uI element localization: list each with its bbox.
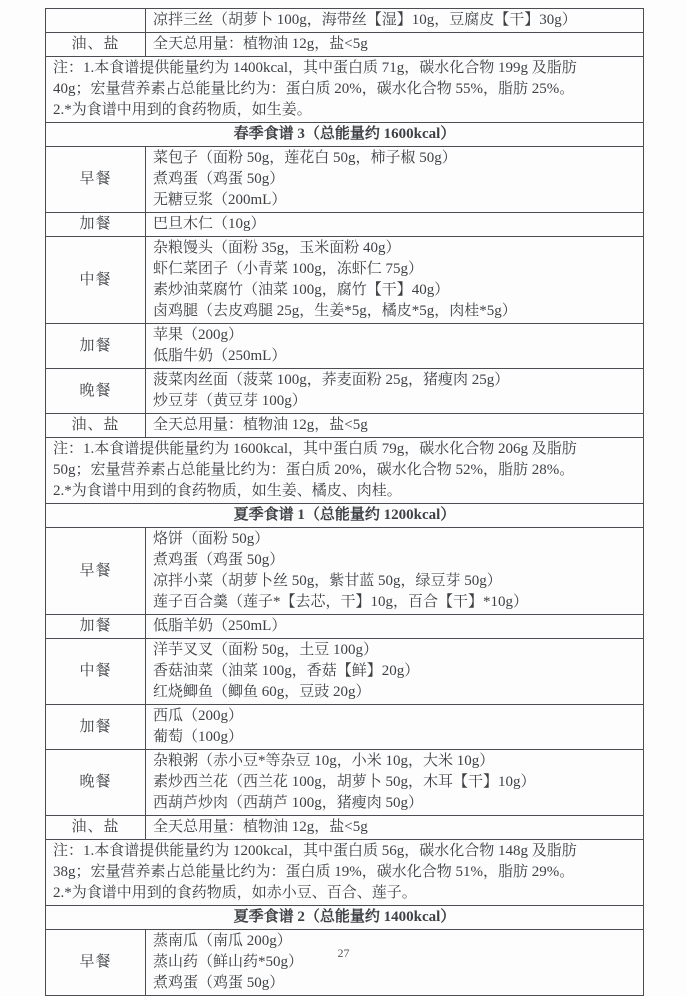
table-row <box>46 528 644 615</box>
meal-items-cell <box>146 9 644 33</box>
table-row <box>46 33 644 57</box>
meal-items-cell <box>146 639 644 705</box>
meal-label-cell: 晚餐 <box>46 750 146 816</box>
meal-item-line: 烙饼（面粉 50g） <box>153 531 270 547</box>
meal-label-cell: 中餐 <box>46 237 146 324</box>
meal-items-cell <box>146 705 644 750</box>
meal-item-line: 菜包子（面粉 50g，莲花白 50g，柿子椒 50g） <box>153 150 457 166</box>
meal-item-line: 杂粮粥（赤小豆*等杂豆 10g，小米 10g，大米 10g） <box>153 753 495 769</box>
note-line: 注：1.本食谱提供能量约为 1600kcal，其中蛋白质 79g，碳水化合物 206g 及脂肪 <box>53 441 577 457</box>
note-line: 注：1.本食谱提供能量约为 1200kcal，其中蛋白质 56g，碳水化合物 148g 及脂肪 <box>53 843 577 859</box>
meal-item-line: 无糖豆浆（200mL） <box>153 192 287 208</box>
table-row <box>46 369 644 414</box>
meal-items-cell <box>146 33 644 57</box>
meal-item-line: 凉拌三丝（胡萝卜 100g，海带丝【湿】10g，豆腐皮【干】30g） <box>153 12 577 28</box>
meal-item-line: 西瓜（200g） <box>153 708 244 724</box>
meal-items-cell <box>146 930 644 996</box>
meal-items-cell <box>146 369 644 414</box>
meal-item-line: 香菇油菜（油菜 100g，香菇【鲜】20g） <box>153 663 420 679</box>
meal-label-cell <box>46 9 146 33</box>
table-row <box>46 147 644 213</box>
meal-item-line: 全天总用量：植物油 12g，盐<5g <box>153 36 368 52</box>
meal-item-line: 炒豆芽（黄豆芽 100g） <box>153 393 307 409</box>
meal-item-line: 葡萄（100g） <box>153 729 244 745</box>
table-row <box>46 705 644 750</box>
meal-item-line: 蒸南瓜（南瓜 200g） <box>153 933 292 949</box>
meal-label-cell: 油、盐 <box>46 414 146 438</box>
meal-label-cell: 早餐 <box>46 930 146 996</box>
meal-plan-table <box>45 8 644 996</box>
table-row <box>46 237 644 324</box>
table-row <box>46 438 644 504</box>
note-line: 2.*为食谱中用到的食药物质，如赤小豆、百合、莲子。 <box>53 885 417 901</box>
meal-item-line: 菠菜肉丝面（菠菜 100g，荞麦面粉 25g，猪瘦肉 25g） <box>153 372 510 388</box>
table-row <box>46 9 644 33</box>
meal-item-line: 西葫芦炒肉（西葫芦 100g，猪瘦肉 50g） <box>153 795 424 811</box>
table-row <box>46 639 644 705</box>
meal-item-line: 素炒西兰花（西兰花 100g，胡萝卜 50g，木耳【干】10g） <box>153 774 536 790</box>
note-line: 50g；宏量营养素占总能量比约为：蛋白质 20%，碳水化合物 52%，脂肪 28%。 <box>53 462 575 478</box>
meal-item-line: 低脂羊奶（250mL） <box>153 618 287 634</box>
note-line: 2.*为食谱中用到的食药物质，如生姜、橘皮、肉桂。 <box>53 483 402 499</box>
meal-item-line: 莲子百合羹（莲子*【去芯，干】10g，百合【干】*10g） <box>153 594 529 610</box>
meal-label-cell: 加餐 <box>46 705 146 750</box>
meal-item-line: 低脂牛奶（250mL） <box>153 348 287 364</box>
meal-item-line: 苹果（200g） <box>153 327 244 343</box>
meal-item-line: 凉拌小菜（胡萝卜丝 50g，紫甘蓝 50g，绿豆芽 50g） <box>153 573 502 589</box>
meal-item-line: 蒸山药（鲜山药*50g） <box>153 954 304 970</box>
meal-item-line: 虾仁菜团子（小青菜 100g，冻虾仁 75g） <box>153 261 424 277</box>
note-line: 注：1.本食谱提供能量约为 1400kcal，其中蛋白质 71g，碳水化合物 199g 及脂肪 <box>53 60 577 76</box>
meal-label-cell: 加餐 <box>46 213 146 237</box>
table-row <box>46 504 644 528</box>
meal-items-cell <box>146 237 644 324</box>
section-header-cell: 夏季食谱 1（总能量约 1200kcal） <box>46 504 644 528</box>
meal-item-line: 卤鸡腿（去皮鸡腿 25g，生姜*5g，橘皮*5g，肉桂*5g） <box>153 303 517 319</box>
meal-label-cell: 中餐 <box>46 639 146 705</box>
meal-item-line: 红烧鲫鱼（鲫鱼 60g，豆豉 20g） <box>153 684 371 700</box>
note-line: 2.*为食谱中用到的食药物质，如生姜。 <box>53 102 312 118</box>
meal-items-cell <box>146 750 644 816</box>
meal-label-cell: 早餐 <box>46 528 146 615</box>
note-cell <box>46 57 644 123</box>
meal-item-line: 杂粮馒头（面粉 35g，玉米面粉 40g） <box>153 240 401 256</box>
meal-label-cell: 加餐 <box>46 324 146 369</box>
table-row <box>46 750 644 816</box>
meal-item-line: 煮鸡蛋（鸡蛋 50g） <box>153 171 285 187</box>
table-row <box>46 324 644 369</box>
table-row <box>46 615 644 639</box>
meal-plan-table-body <box>46 9 644 996</box>
table-row <box>46 930 644 996</box>
meal-items-cell <box>146 213 644 237</box>
note-cell <box>46 438 644 504</box>
meal-item-line: 全天总用量：植物油 12g，盐<5g <box>153 417 368 433</box>
meal-label-cell: 加餐 <box>46 615 146 639</box>
table-row <box>46 123 644 147</box>
meal-label-cell: 油、盐 <box>46 816 146 840</box>
note-line: 38g；宏量营养素占总能量比约为：蛋白质 19%，碳水化合物 51%，脂肪 29%。 <box>53 864 575 880</box>
meal-label-cell: 油、盐 <box>46 33 146 57</box>
meal-item-line: 巴旦木仁（10g） <box>153 216 266 232</box>
note-cell <box>46 840 644 906</box>
meal-item-line: 素炒油菜腐竹（油菜 100g，腐竹【干】40g） <box>153 282 450 298</box>
table-row <box>46 906 644 930</box>
table-row <box>46 840 644 906</box>
meal-item-line: 煮鸡蛋（鸡蛋 50g） <box>153 975 285 991</box>
table-row <box>46 57 644 123</box>
table-row <box>46 414 644 438</box>
meal-items-cell <box>146 615 644 639</box>
section-header-cell: 春季食谱 3（总能量约 1600kcal） <box>46 123 644 147</box>
table-row <box>46 816 644 840</box>
note-line: 40g；宏量营养素占总能量比约为：蛋白质 20%，碳水化合物 55%，脂肪 25%。 <box>53 81 575 97</box>
page-number: 27 <box>337 946 350 960</box>
meal-item-line: 煮鸡蛋（鸡蛋 50g） <box>153 552 285 568</box>
meal-items-cell <box>146 414 644 438</box>
table-row <box>46 213 644 237</box>
meal-label-cell: 早餐 <box>46 147 146 213</box>
meal-item-line: 洋芋叉叉（面粉 50g，土豆 100g） <box>153 642 379 658</box>
meal-item-line: 全天总用量：植物油 12g，盐<5g <box>153 819 368 835</box>
meal-items-cell <box>146 528 644 615</box>
meal-items-cell <box>146 324 644 369</box>
meal-items-cell <box>146 816 644 840</box>
section-header-cell: 夏季食谱 2（总能量约 1400kcal） <box>46 906 644 930</box>
meal-items-cell <box>146 147 644 213</box>
meal-label-cell: 晚餐 <box>46 369 146 414</box>
